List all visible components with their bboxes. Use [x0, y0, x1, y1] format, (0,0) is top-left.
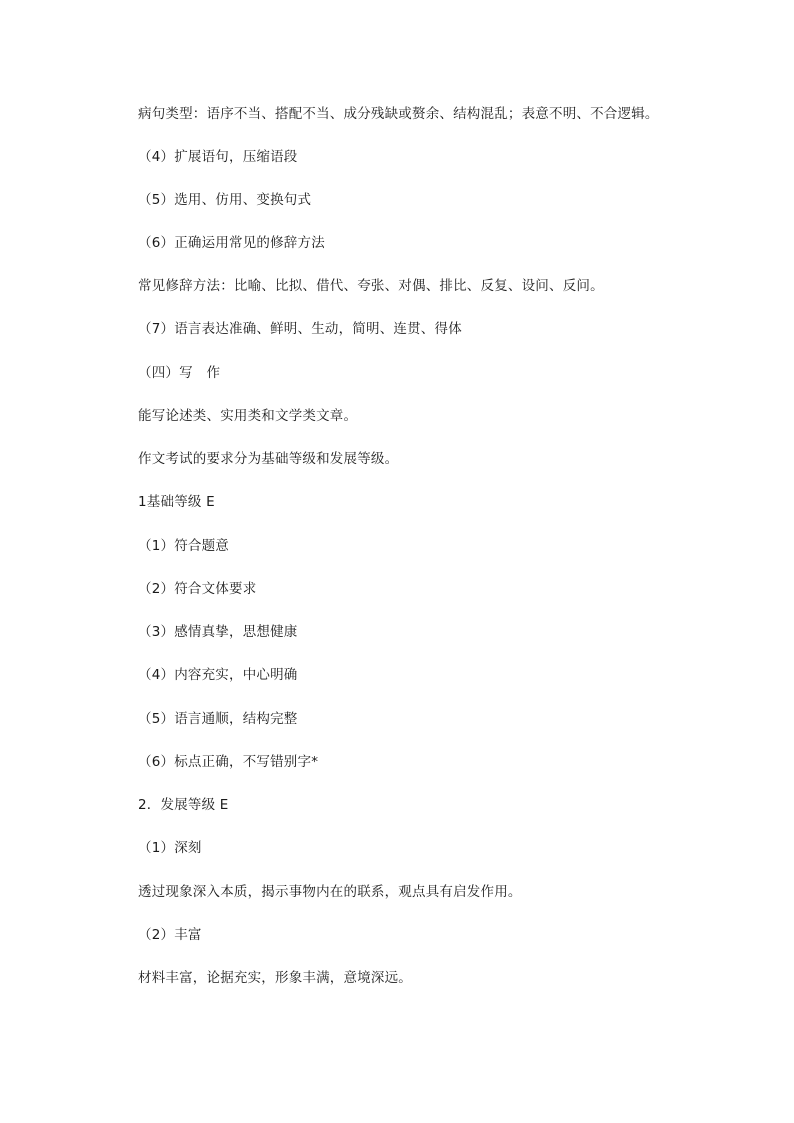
text-line-exam-requirements: 作文考试的要求分为基础等级和发展等级。 [138, 451, 399, 467]
text-line-item-7: （7）语言表达准确、鲜明、生动，简明、连贯、得体 [138, 321, 462, 337]
text-line-item-4: （4）扩展语句，压缩语段 [138, 149, 298, 165]
text-line-basic-1: （1）符合题意 [138, 538, 229, 554]
text-line-basic-5: （5）语言通顺，结构完整 [138, 711, 298, 727]
text-line-item-5: （5）选用、仿用、变换句式 [138, 192, 312, 208]
text-line-dev-1-desc: 透过现象深入本质，揭示事物内在的联系，观点具有启发作用。 [138, 884, 522, 900]
text-line-basic-4: （4）内容充实，中心明确 [138, 667, 298, 683]
text-line-dev-1: （1）深刻 [138, 840, 202, 856]
text-line-item-6: （6）正确运用常见的修辞方法 [138, 235, 325, 251]
text-line-basic-2: （2）符合文体要求 [138, 581, 257, 597]
text-line-writing-types: 能写论述类、实用类和文学类文章。 [138, 408, 358, 424]
text-line-dev-2-desc: 材料丰富，论据充实，形象丰满，意境深远。 [138, 970, 412, 986]
text-line-rhetoric-methods: 常见修辞方法：比喻、比拟、借代、夸张、对偶、排比、反复、设问、反问。 [138, 278, 604, 294]
text-line-basic-6: （6）标点正确，不写错别字* [138, 754, 319, 770]
section-heading-writing: （四）写 作 [138, 365, 221, 381]
text-line-dev-2: （2）丰富 [138, 927, 202, 943]
text-line-basic-3: （3）感情真挚，思想健康 [138, 624, 298, 640]
subheading-development-level: 2．发展等级 E [138, 797, 229, 813]
text-line-sentence-error-types: 病句类型：语序不当、搭配不当、成分残缺或赘余、结构混乱；表意不明、不合逻辑。 [138, 106, 659, 122]
subheading-basic-level: 1基础等级 E [138, 494, 215, 510]
